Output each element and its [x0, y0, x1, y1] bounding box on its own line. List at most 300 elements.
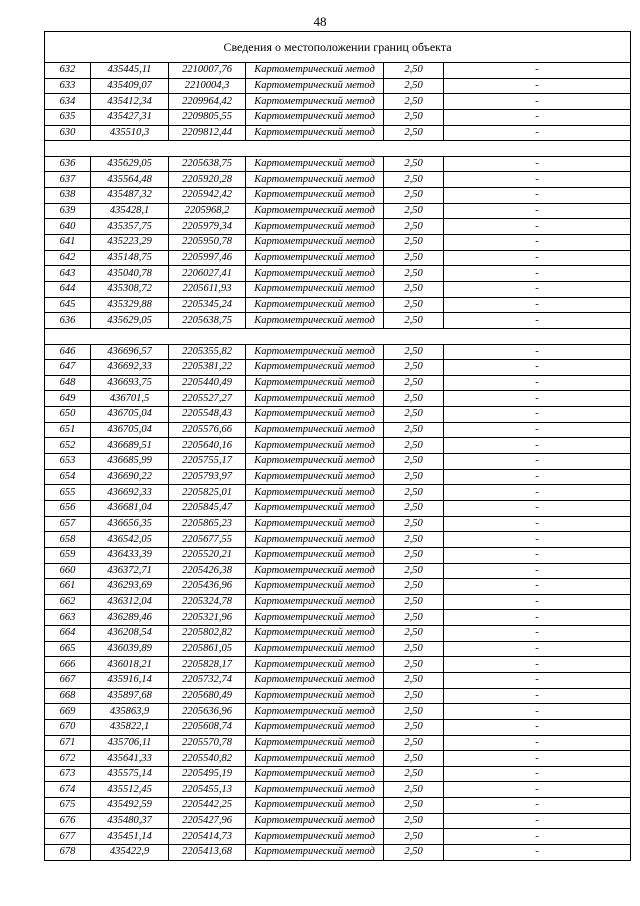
- method-cell: Картометрический метод: [246, 438, 384, 454]
- table-row: [45, 672, 631, 688]
- method-cell: Картометрический метод: [246, 532, 384, 548]
- x-coordinate-cell: 435510,3: [91, 125, 169, 141]
- point-number-cell: 668: [45, 688, 91, 704]
- accuracy-cell: 2,50: [384, 672, 444, 688]
- x-coordinate-cell: 435428,1: [91, 203, 169, 219]
- y-coordinate-cell: 2205865,23: [169, 516, 246, 532]
- accuracy-cell: 2,50: [384, 766, 444, 782]
- y-coordinate-cell: 2205638,75: [169, 156, 246, 172]
- description-cell: -: [444, 532, 631, 548]
- accuracy-cell: 2,50: [384, 219, 444, 235]
- method-cell: Картометрический метод: [246, 704, 384, 720]
- table-row: [45, 297, 631, 313]
- description-cell: -: [444, 313, 631, 329]
- x-coordinate-cell: 436696,57: [91, 344, 169, 360]
- method-cell: Картометрический метод: [246, 344, 384, 360]
- y-coordinate-cell: 2205440,49: [169, 375, 246, 391]
- table-row: [45, 407, 631, 423]
- point-number-cell: 641: [45, 235, 91, 251]
- table-row: [45, 641, 631, 657]
- method-cell: Картометрический метод: [246, 109, 384, 125]
- accuracy-cell: 2,50: [384, 375, 444, 391]
- group-separator-row: [45, 141, 631, 157]
- x-coordinate-cell: 436312,04: [91, 594, 169, 610]
- table-row: [45, 250, 631, 266]
- point-number-cell: 636: [45, 156, 91, 172]
- description-cell: -: [444, 125, 631, 141]
- y-coordinate-cell: 2205638,75: [169, 313, 246, 329]
- point-number-cell: 642: [45, 250, 91, 266]
- x-coordinate-cell: 436693,75: [91, 375, 169, 391]
- point-number-cell: 636: [45, 313, 91, 329]
- boundary-table: [44, 31, 631, 861]
- table-row: [45, 782, 631, 798]
- point-number-cell: 664: [45, 626, 91, 642]
- accuracy-cell: 2,50: [384, 281, 444, 297]
- method-cell: Картометрический метод: [246, 719, 384, 735]
- accuracy-cell: 2,50: [384, 94, 444, 110]
- point-number-cell: 649: [45, 391, 91, 407]
- description-cell: -: [444, 297, 631, 313]
- y-coordinate-cell: 2205548,43: [169, 407, 246, 423]
- table-row: [45, 266, 631, 282]
- table-row: [45, 704, 631, 720]
- y-coordinate-cell: 2205677,55: [169, 532, 246, 548]
- method-cell: Картометрический метод: [246, 422, 384, 438]
- table-row: [45, 469, 631, 485]
- table-row: [45, 735, 631, 751]
- x-coordinate-cell: 435409,07: [91, 78, 169, 94]
- method-cell: Картометрический метод: [246, 782, 384, 798]
- point-number-cell: 674: [45, 782, 91, 798]
- y-coordinate-cell: 2205920,28: [169, 172, 246, 188]
- table-row: [45, 594, 631, 610]
- x-coordinate-cell: 436690,22: [91, 469, 169, 485]
- method-cell: Картометрический метод: [246, 813, 384, 829]
- method-cell: Картометрический метод: [246, 235, 384, 251]
- y-coordinate-cell: 2206027,41: [169, 266, 246, 282]
- table-row: [45, 281, 631, 297]
- description-cell: -: [444, 281, 631, 297]
- point-number-cell: 658: [45, 532, 91, 548]
- table-row: [45, 813, 631, 829]
- table-row: [45, 500, 631, 516]
- table-row: [45, 172, 631, 188]
- table-row: [45, 563, 631, 579]
- y-coordinate-cell: 2205793,97: [169, 469, 246, 485]
- table-title-row: [45, 32, 631, 63]
- method-cell: Картометрический метод: [246, 735, 384, 751]
- x-coordinate-cell: 435629,05: [91, 313, 169, 329]
- y-coordinate-cell: 2205608,74: [169, 719, 246, 735]
- y-coordinate-cell: 2205413,68: [169, 845, 246, 861]
- method-cell: Картометрический метод: [246, 751, 384, 767]
- description-cell: -: [444, 688, 631, 704]
- y-coordinate-cell: 2205845,47: [169, 500, 246, 516]
- method-cell: Картометрический метод: [246, 297, 384, 313]
- y-coordinate-cell: 2209964,42: [169, 94, 246, 110]
- description-cell: -: [444, 454, 631, 470]
- point-number-cell: 665: [45, 641, 91, 657]
- point-number-cell: 655: [45, 485, 91, 501]
- table-row: [45, 422, 631, 438]
- x-coordinate-cell: 435427,31: [91, 109, 169, 125]
- group-separator-row: [45, 328, 631, 344]
- method-cell: Картометрический метод: [246, 485, 384, 501]
- table-row: [45, 610, 631, 626]
- description-cell: -: [444, 422, 631, 438]
- point-number-cell: 672: [45, 751, 91, 767]
- x-coordinate-cell: 436018,21: [91, 657, 169, 673]
- method-cell: Картометрический метод: [246, 798, 384, 814]
- x-coordinate-cell: 435629,05: [91, 156, 169, 172]
- accuracy-cell: 2,50: [384, 172, 444, 188]
- y-coordinate-cell: 2210004,3: [169, 78, 246, 94]
- accuracy-cell: 2,50: [384, 500, 444, 516]
- point-number-cell: 677: [45, 829, 91, 845]
- x-coordinate-cell: 435445,11: [91, 63, 169, 79]
- point-number-cell: 662: [45, 594, 91, 610]
- accuracy-cell: 2,50: [384, 422, 444, 438]
- x-coordinate-cell: 435575,14: [91, 766, 169, 782]
- y-coordinate-cell: 2205942,42: [169, 188, 246, 204]
- accuracy-cell: 2,50: [384, 845, 444, 861]
- description-cell: -: [444, 657, 631, 673]
- accuracy-cell: 2,50: [384, 266, 444, 282]
- accuracy-cell: 2,50: [384, 782, 444, 798]
- table-row: [45, 438, 631, 454]
- table-row: [45, 845, 631, 861]
- x-coordinate-cell: 436289,46: [91, 610, 169, 626]
- point-number-cell: 663: [45, 610, 91, 626]
- table-row: [45, 391, 631, 407]
- method-cell: Картометрический метод: [246, 313, 384, 329]
- y-coordinate-cell: 2205436,96: [169, 579, 246, 595]
- description-cell: -: [444, 485, 631, 501]
- description-cell: -: [444, 579, 631, 595]
- description-cell: -: [444, 735, 631, 751]
- description-cell: -: [444, 250, 631, 266]
- point-number-cell: 666: [45, 657, 91, 673]
- x-coordinate-cell: 436685,99: [91, 454, 169, 470]
- method-cell: Картометрический метод: [246, 688, 384, 704]
- accuracy-cell: 2,50: [384, 485, 444, 501]
- table-row: [45, 188, 631, 204]
- method-cell: Картометрический метод: [246, 641, 384, 657]
- description-cell: -: [444, 829, 631, 845]
- y-coordinate-cell: 2210007,76: [169, 63, 246, 79]
- description-cell: -: [444, 407, 631, 423]
- x-coordinate-cell: 436293,69: [91, 579, 169, 595]
- group-separator-cell: [45, 328, 631, 344]
- x-coordinate-cell: 435357,75: [91, 219, 169, 235]
- table-row: [45, 532, 631, 548]
- y-coordinate-cell: 2205381,22: [169, 360, 246, 376]
- point-number-cell: 644: [45, 281, 91, 297]
- description-cell: -: [444, 782, 631, 798]
- method-cell: Картометрический метод: [246, 156, 384, 172]
- point-number-cell: 673: [45, 766, 91, 782]
- description-cell: -: [444, 219, 631, 235]
- accuracy-cell: 2,50: [384, 297, 444, 313]
- description-cell: -: [444, 375, 631, 391]
- table-row: [45, 454, 631, 470]
- method-cell: Картометрический метод: [246, 672, 384, 688]
- x-coordinate-cell: 435916,14: [91, 672, 169, 688]
- point-number-cell: 647: [45, 360, 91, 376]
- method-cell: Картометрический метод: [246, 266, 384, 282]
- method-cell: Картометрический метод: [246, 516, 384, 532]
- table-row: [45, 360, 631, 376]
- table-row: [45, 344, 631, 360]
- table-row: [45, 626, 631, 642]
- point-number-cell: 635: [45, 109, 91, 125]
- description-cell: -: [444, 766, 631, 782]
- method-cell: Картометрический метод: [246, 500, 384, 516]
- accuracy-cell: 2,50: [384, 156, 444, 172]
- method-cell: Картометрический метод: [246, 125, 384, 141]
- accuracy-cell: 2,50: [384, 516, 444, 532]
- x-coordinate-cell: 435223,29: [91, 235, 169, 251]
- description-cell: -: [444, 78, 631, 94]
- accuracy-cell: 2,50: [384, 626, 444, 642]
- point-number-cell: 630: [45, 125, 91, 141]
- accuracy-cell: 2,50: [384, 454, 444, 470]
- y-coordinate-cell: 2205495,19: [169, 766, 246, 782]
- table-row: [45, 751, 631, 767]
- point-number-cell: 652: [45, 438, 91, 454]
- y-coordinate-cell: 2205636,96: [169, 704, 246, 720]
- table-row: [45, 579, 631, 595]
- accuracy-cell: 2,50: [384, 235, 444, 251]
- x-coordinate-cell: 435641,33: [91, 751, 169, 767]
- description-cell: -: [444, 594, 631, 610]
- method-cell: Картометрический метод: [246, 203, 384, 219]
- description-cell: -: [444, 266, 631, 282]
- y-coordinate-cell: 2205732,74: [169, 672, 246, 688]
- x-coordinate-cell: 435412,34: [91, 94, 169, 110]
- y-coordinate-cell: 2205345,24: [169, 297, 246, 313]
- y-coordinate-cell: 2205680,49: [169, 688, 246, 704]
- x-coordinate-cell: 435329,88: [91, 297, 169, 313]
- x-coordinate-cell: 436692,33: [91, 360, 169, 376]
- method-cell: Картометрический метод: [246, 281, 384, 297]
- x-coordinate-cell: 436705,04: [91, 407, 169, 423]
- description-cell: -: [444, 63, 631, 79]
- point-number-cell: 640: [45, 219, 91, 235]
- method-cell: Картометрический метод: [246, 610, 384, 626]
- table-row: [45, 547, 631, 563]
- accuracy-cell: 2,50: [384, 813, 444, 829]
- y-coordinate-cell: 2205979,34: [169, 219, 246, 235]
- method-cell: Картометрический метод: [246, 188, 384, 204]
- table-row: [45, 688, 631, 704]
- accuracy-cell: 2,50: [384, 438, 444, 454]
- description-cell: -: [444, 704, 631, 720]
- y-coordinate-cell: 2205427,96: [169, 813, 246, 829]
- description-cell: -: [444, 109, 631, 125]
- description-cell: -: [444, 203, 631, 219]
- y-coordinate-cell: 2205321,96: [169, 610, 246, 626]
- x-coordinate-cell: 436208,54: [91, 626, 169, 642]
- y-coordinate-cell: 2205414,73: [169, 829, 246, 845]
- y-coordinate-cell: 2205825,01: [169, 485, 246, 501]
- point-number-cell: 632: [45, 63, 91, 79]
- y-coordinate-cell: 2205324,78: [169, 594, 246, 610]
- point-number-cell: 651: [45, 422, 91, 438]
- x-coordinate-cell: 436039,89: [91, 641, 169, 657]
- y-coordinate-cell: 2205950,78: [169, 235, 246, 251]
- method-cell: Картометрический метод: [246, 375, 384, 391]
- accuracy-cell: 2,50: [384, 547, 444, 563]
- table-row: [45, 94, 631, 110]
- point-number-cell: 650: [45, 407, 91, 423]
- x-coordinate-cell: 435040,78: [91, 266, 169, 282]
- description-cell: -: [444, 500, 631, 516]
- x-coordinate-cell: 435308,72: [91, 281, 169, 297]
- method-cell: Картометрический метод: [246, 391, 384, 407]
- method-cell: Картометрический метод: [246, 547, 384, 563]
- table-title: Сведения о местоположении границ объекта: [45, 32, 631, 63]
- point-number-cell: 657: [45, 516, 91, 532]
- x-coordinate-cell: 436689,51: [91, 438, 169, 454]
- y-coordinate-cell: 2205442,25: [169, 798, 246, 814]
- method-cell: Картометрический метод: [246, 360, 384, 376]
- point-number-cell: 654: [45, 469, 91, 485]
- x-coordinate-cell: 435863,9: [91, 704, 169, 720]
- table-row: [45, 829, 631, 845]
- description-cell: -: [444, 391, 631, 407]
- description-cell: -: [444, 94, 631, 110]
- point-number-cell: 676: [45, 813, 91, 829]
- accuracy-cell: 2,50: [384, 250, 444, 266]
- method-cell: Картометрический метод: [246, 766, 384, 782]
- y-coordinate-cell: 2205570,78: [169, 735, 246, 751]
- accuracy-cell: 2,50: [384, 688, 444, 704]
- method-cell: Картометрический метод: [246, 94, 384, 110]
- point-number-cell: 661: [45, 579, 91, 595]
- x-coordinate-cell: 436681,04: [91, 500, 169, 516]
- accuracy-cell: 2,50: [384, 188, 444, 204]
- point-number-cell: 659: [45, 547, 91, 563]
- method-cell: Картометрический метод: [246, 454, 384, 470]
- accuracy-cell: 2,50: [384, 109, 444, 125]
- y-coordinate-cell: 2205527,27: [169, 391, 246, 407]
- accuracy-cell: 2,50: [384, 610, 444, 626]
- point-number-cell: 637: [45, 172, 91, 188]
- description-cell: -: [444, 469, 631, 485]
- x-coordinate-cell: 435487,32: [91, 188, 169, 204]
- table-row: [45, 798, 631, 814]
- table-row: [45, 485, 631, 501]
- accuracy-cell: 2,50: [384, 532, 444, 548]
- method-cell: Картометрический метод: [246, 407, 384, 423]
- description-cell: -: [444, 188, 631, 204]
- table-row: [45, 63, 631, 79]
- point-number-cell: 656: [45, 500, 91, 516]
- description-cell: -: [444, 547, 631, 563]
- y-coordinate-cell: 2205861,05: [169, 641, 246, 657]
- point-number-cell: 643: [45, 266, 91, 282]
- method-cell: Картометрический метод: [246, 172, 384, 188]
- y-coordinate-cell: 2205611,93: [169, 281, 246, 297]
- y-coordinate-cell: 2205828,17: [169, 657, 246, 673]
- accuracy-cell: 2,50: [384, 360, 444, 376]
- description-cell: -: [444, 610, 631, 626]
- table-row: [45, 516, 631, 532]
- point-number-cell: 660: [45, 563, 91, 579]
- table-row: [45, 203, 631, 219]
- description-cell: -: [444, 172, 631, 188]
- accuracy-cell: 2,50: [384, 313, 444, 329]
- description-cell: -: [444, 719, 631, 735]
- accuracy-cell: 2,50: [384, 203, 444, 219]
- point-number-cell: 671: [45, 735, 91, 751]
- description-cell: -: [444, 641, 631, 657]
- x-coordinate-cell: 435422,9: [91, 845, 169, 861]
- y-coordinate-cell: 2205576,66: [169, 422, 246, 438]
- description-cell: -: [444, 516, 631, 532]
- description-cell: -: [444, 563, 631, 579]
- table-row: [45, 313, 631, 329]
- page-number: 48: [313, 14, 327, 29]
- x-coordinate-cell: 435451,14: [91, 829, 169, 845]
- x-coordinate-cell: 436701,5: [91, 391, 169, 407]
- y-coordinate-cell: 2205455,13: [169, 782, 246, 798]
- table-row: [45, 156, 631, 172]
- method-cell: Картометрический метод: [246, 829, 384, 845]
- x-coordinate-cell: 435492,59: [91, 798, 169, 814]
- table-row: [45, 766, 631, 782]
- accuracy-cell: 2,50: [384, 407, 444, 423]
- x-coordinate-cell: 436433,39: [91, 547, 169, 563]
- y-coordinate-cell: 2205540,82: [169, 751, 246, 767]
- point-number-cell: 675: [45, 798, 91, 814]
- y-coordinate-cell: 2209805,55: [169, 109, 246, 125]
- accuracy-cell: 2,50: [384, 391, 444, 407]
- point-number-cell: 669: [45, 704, 91, 720]
- accuracy-cell: 2,50: [384, 594, 444, 610]
- y-coordinate-cell: 2205968,2: [169, 203, 246, 219]
- x-coordinate-cell: 435897,68: [91, 688, 169, 704]
- method-cell: Картометрический метод: [246, 63, 384, 79]
- x-coordinate-cell: 435564,48: [91, 172, 169, 188]
- accuracy-cell: 2,50: [384, 829, 444, 845]
- accuracy-cell: 2,50: [384, 719, 444, 735]
- y-coordinate-cell: 2205520,21: [169, 547, 246, 563]
- x-coordinate-cell: 435512,45: [91, 782, 169, 798]
- accuracy-cell: 2,50: [384, 735, 444, 751]
- accuracy-cell: 2,50: [384, 704, 444, 720]
- accuracy-cell: 2,50: [384, 469, 444, 485]
- point-number-cell: 646: [45, 344, 91, 360]
- method-cell: Картометрический метод: [246, 594, 384, 610]
- x-coordinate-cell: 435480,37: [91, 813, 169, 829]
- method-cell: Картометрический метод: [246, 657, 384, 673]
- description-cell: -: [444, 156, 631, 172]
- description-cell: -: [444, 813, 631, 829]
- point-number-cell: 670: [45, 719, 91, 735]
- description-cell: -: [444, 360, 631, 376]
- accuracy-cell: 2,50: [384, 125, 444, 141]
- point-number-cell: 645: [45, 297, 91, 313]
- accuracy-cell: 2,50: [384, 63, 444, 79]
- accuracy-cell: 2,50: [384, 657, 444, 673]
- accuracy-cell: 2,50: [384, 563, 444, 579]
- x-coordinate-cell: 436542,05: [91, 532, 169, 548]
- method-cell: Картометрический метод: [246, 579, 384, 595]
- description-cell: -: [444, 626, 631, 642]
